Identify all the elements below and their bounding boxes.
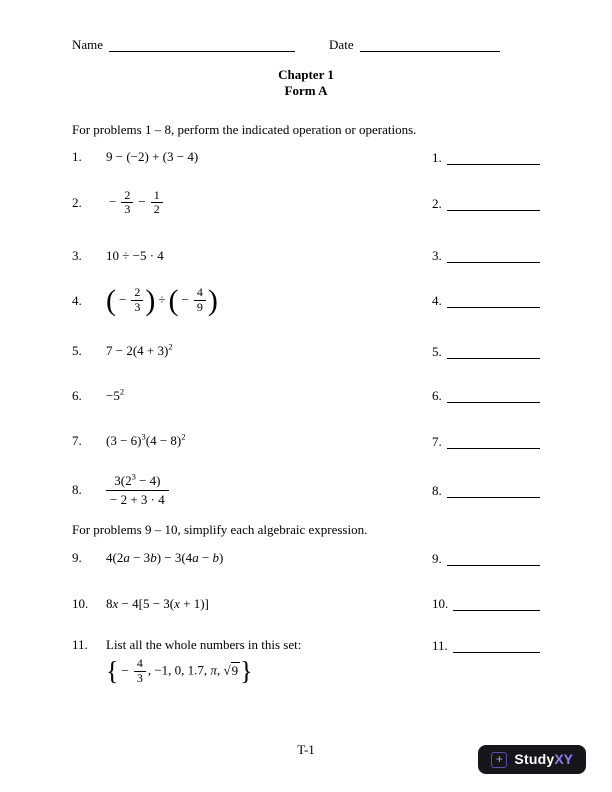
answer-number: 2.: [432, 195, 442, 211]
date-blank: [360, 39, 500, 52]
problem-1-expression: 9 − (−2) + (3 − 4): [106, 149, 199, 165]
expression-text: ) − 3(4: [156, 550, 193, 566]
denominator: 3: [136, 671, 143, 686]
fraction: [121, 189, 133, 218]
answer-area-8: [432, 482, 540, 499]
left-paren: (: [168, 283, 179, 317]
problem-4-expression: [106, 283, 432, 317]
problem-5-expression: [106, 343, 432, 359]
logo-text-study: Study: [514, 751, 555, 768]
expression-base: −5: [106, 387, 120, 403]
exponent: 3: [141, 432, 146, 443]
problem-9-expression: [106, 550, 432, 566]
minus-sign: −: [119, 291, 127, 307]
left-brace: {: [106, 656, 119, 686]
variable: a: [192, 550, 199, 566]
expression-base: (4 − 8): [145, 433, 182, 449]
problem-7-expression: [106, 433, 432, 449]
answer-blank-9: [447, 553, 540, 566]
page-number: T-1: [297, 742, 315, 758]
answer-area-1: [432, 149, 540, 166]
expression-base: (3 − 6): [106, 433, 142, 449]
answer-number: 6.: [432, 388, 442, 404]
expression-base: 7 − 2(4 + 3): [106, 343, 169, 359]
numerator: 2: [131, 286, 143, 301]
denominator: 3: [134, 300, 141, 315]
right-paren: ): [145, 283, 156, 317]
name-label: Name: [72, 37, 104, 52]
logo-text: [514, 751, 573, 768]
variable: b: [212, 550, 220, 566]
problem-number: 5.: [72, 343, 82, 359]
answer-number: 5.: [432, 343, 442, 359]
answer-number: 3.: [432, 248, 442, 264]
page-title: [72, 67, 540, 101]
denominator: 9: [196, 300, 203, 315]
numerator-text: − 4): [135, 472, 161, 488]
answer-area-3: [432, 247, 540, 264]
left-paren: (: [106, 283, 116, 317]
date-label: Date: [329, 37, 354, 52]
denominator: 2: [153, 202, 160, 217]
answer-area-2: [432, 195, 540, 212]
answer-area-5: [432, 343, 540, 360]
chapter-title: Chapter 1: [278, 66, 334, 82]
problem-11-set: [106, 657, 540, 686]
problem-row-5: [72, 343, 540, 360]
answer-area-11: [432, 637, 540, 654]
form-title: Form A: [284, 83, 328, 99]
numerator: 4: [194, 286, 206, 301]
expression-text: 8: [106, 595, 113, 611]
fraction: [194, 286, 206, 315]
exponent: 2: [119, 386, 125, 397]
answer-area-9: [432, 550, 540, 567]
expression-text: 4(2: [106, 550, 124, 566]
problem-number: 9.: [72, 550, 82, 566]
variable: b: [150, 550, 157, 566]
answer-number: 8.: [432, 482, 442, 498]
problem-number: 7.: [72, 433, 82, 449]
expression-text: + 1)]: [179, 595, 209, 611]
minus-sign: −: [121, 662, 129, 678]
expression-text: −: [198, 550, 213, 566]
problem-number: 11.: [72, 637, 88, 653]
problem-number: 6.: [72, 387, 82, 403]
logo-text-xy: XY: [554, 751, 573, 768]
answer-blank-6: [447, 390, 540, 403]
denominator: 3: [124, 202, 131, 217]
name-blank: [109, 39, 295, 52]
answer-blank-1: [447, 152, 540, 165]
answer-number: 9.: [432, 550, 442, 566]
answer-blank-3: [447, 250, 540, 263]
problem-number: 8.: [72, 482, 82, 498]
problem-row-8: [72, 473, 540, 509]
numerator: 1: [151, 189, 163, 204]
problem-row-3: [72, 247, 540, 264]
exponent: 2: [168, 341, 173, 352]
fraction: [134, 657, 146, 686]
expression-text: − 4[5 − 3(: [118, 595, 175, 611]
fraction: [151, 189, 163, 218]
answer-number: 10.: [432, 596, 449, 612]
radicand: 9: [231, 662, 239, 678]
answer-number: 4.: [432, 293, 442, 309]
problem-number: 2.: [72, 195, 82, 211]
fraction: [106, 473, 169, 509]
problem-6-expression: [106, 388, 432, 404]
radical-icon: √: [223, 662, 231, 678]
instructions-1: For problems 1 – 8, perform the indicated operation or operations.: [72, 122, 417, 138]
answer-blank-4: [447, 295, 540, 308]
answer-number: 1.: [432, 149, 442, 165]
answer-area-4: [432, 292, 540, 309]
header: [72, 36, 540, 53]
answer-blank-11: [453, 640, 540, 653]
numerator: [106, 473, 169, 491]
expression-text: − 3: [129, 550, 151, 566]
problem-3-expression: 10 ÷ −5 · 4: [106, 247, 164, 263]
exponent: 2: [181, 432, 186, 443]
right-brace: }: [240, 656, 253, 686]
denominator: − 2 + 3 · 4: [110, 491, 165, 507]
minus-sign: −: [109, 193, 117, 209]
problem-row-9: [72, 550, 540, 567]
right-paren: ): [207, 283, 218, 317]
fraction: [131, 286, 143, 315]
set-elements: , −1, 0, 1.7,: [147, 662, 211, 678]
variable: x: [174, 595, 180, 611]
plus-icon: +: [491, 752, 507, 768]
answer-blank-5: [447, 346, 540, 359]
problem-11-text: List all the whole numbers in this set:: [106, 637, 302, 653]
problem-row-4: [72, 283, 540, 317]
answer-area-7: [432, 433, 540, 450]
exponent: 3: [131, 471, 136, 482]
problem-number: 4.: [72, 292, 82, 308]
minus-sign: −: [181, 291, 189, 307]
problem-2-expression: [106, 189, 432, 218]
problem-row-1: [72, 149, 540, 166]
answer-blank-10: [453, 598, 540, 611]
problem-row-7: [72, 433, 540, 450]
problem-row-11: [72, 637, 540, 654]
divide-operator: ÷: [158, 291, 166, 307]
problem-number: 1.: [72, 149, 82, 165]
problem-10-expression: [106, 596, 432, 612]
problem-number: 10.: [72, 595, 89, 611]
answer-area-10: [432, 595, 540, 612]
instructions-2: For problems 9 – 10, simplify each algebraic expression.: [72, 522, 368, 538]
numerator: 2: [121, 189, 133, 204]
variable: x: [112, 595, 119, 611]
answer-area-6: [432, 387, 540, 404]
answer-blank-7: [447, 436, 540, 449]
answer-blank-2: [447, 198, 540, 211]
answer-number: 11.: [432, 637, 448, 653]
comma: ,: [216, 662, 224, 678]
variable: a: [123, 550, 130, 566]
problem-8-expression: [106, 473, 432, 509]
numerator: 4: [134, 657, 146, 672]
problem-row-6: [72, 387, 540, 404]
studyxy-logo: [478, 745, 586, 774]
problem-row-2: [72, 189, 540, 218]
problem-number: 3.: [72, 247, 82, 263]
answer-number: 7.: [432, 433, 442, 449]
answer-blank-8: [447, 485, 540, 498]
expression-text: ): [219, 550, 224, 566]
pi-symbol: π: [210, 662, 217, 678]
numerator-text: 3(2: [114, 472, 132, 488]
problem-row-10: [72, 595, 540, 612]
minus-operator: −: [138, 193, 146, 209]
